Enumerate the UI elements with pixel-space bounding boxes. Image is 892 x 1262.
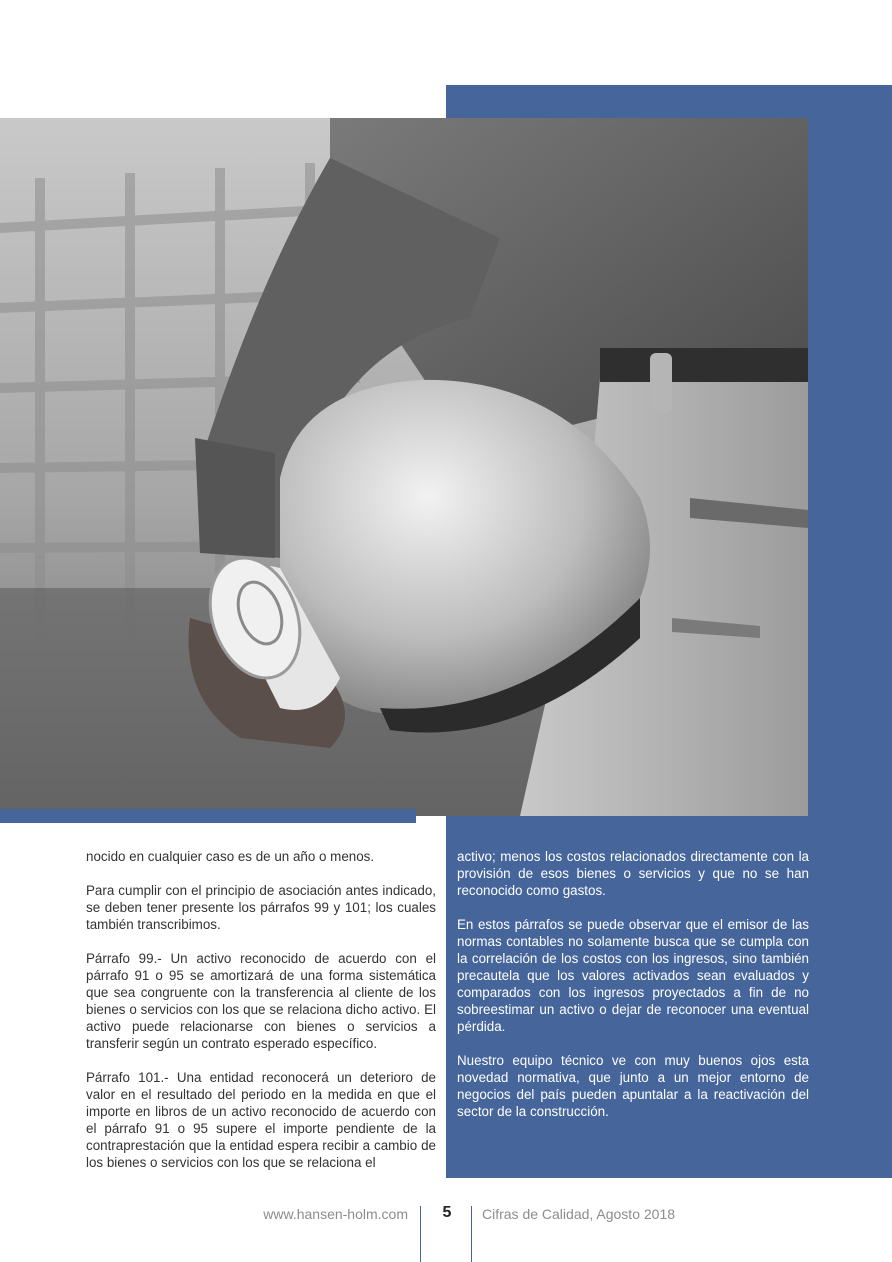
paragraph: Para cumplir con el principio de asociación antes indicado, se deben tener presente los párrafos 99 y 101; los cuales también transcribimos.	[86, 883, 436, 932]
paragraph: En estos párrafos se puede observar que el emisor de las normas contables no solamente busca que se cumpla con la correlación de los costos con los ingresos, sino también precautela que los valores activados sean evaluados y comparados con los ingresos proyectados a fin de no sobreestimar un activo o dejar de reconocer una eventual pérdida.	[457, 917, 809, 1034]
construction-worker-photo-icon	[0, 118, 808, 816]
footer-divider	[471, 1206, 472, 1262]
accent-bar	[0, 809, 416, 823]
worker-helmet-photo	[0, 118, 808, 816]
page-number: 5	[442, 1204, 452, 1221]
publication-title: Cifras de Calidad, Agosto 2018	[482, 1206, 676, 1222]
paragraph: activo; menos los costos relacionados directamente con la provisión de esos bienes o servicios y que no se han reconocido como gastos.	[457, 849, 809, 898]
right-text-column	[457, 848, 809, 1137]
paragraph: Párrafo 99.- Un activo reconocido de acuerdo con el párrafo 91 o 95 se amortizará de una forma sistemática que sea congruente con la transferencia al cliente de los bienes o servicios con los que se relaciona dicho activo. El activo puede relacionarse con bienes o servicios a transferir según un contrato esperado específico.	[86, 951, 436, 1051]
paragraph: Párrafo 101.- Una entidad reconocerá un deterioro de valor en el resultado del periodo en la medida en que el importe en libros de un activo reconocido de acuerdo con el párrafo 91 o 95 supere el importe pendiente de la contraprestación que la entidad espera recibir a cambio de los bienes o servicios con los que se relaciona el	[86, 1070, 436, 1170]
paragraph: nocido en cualquier caso es de un año o menos.	[86, 849, 375, 864]
left-text-column	[86, 848, 436, 1188]
footer-divider	[420, 1206, 421, 1262]
footer-website-link[interactable]: www.hansen-holm.com	[263, 1206, 408, 1222]
paragraph: Nuestro equipo técnico ve con muy buenos ojos esta novedad normativa, que junto a un mejor entorno de negocios del país pueden apuntalar a la reactivación del sector de la construcción.	[457, 1053, 809, 1119]
